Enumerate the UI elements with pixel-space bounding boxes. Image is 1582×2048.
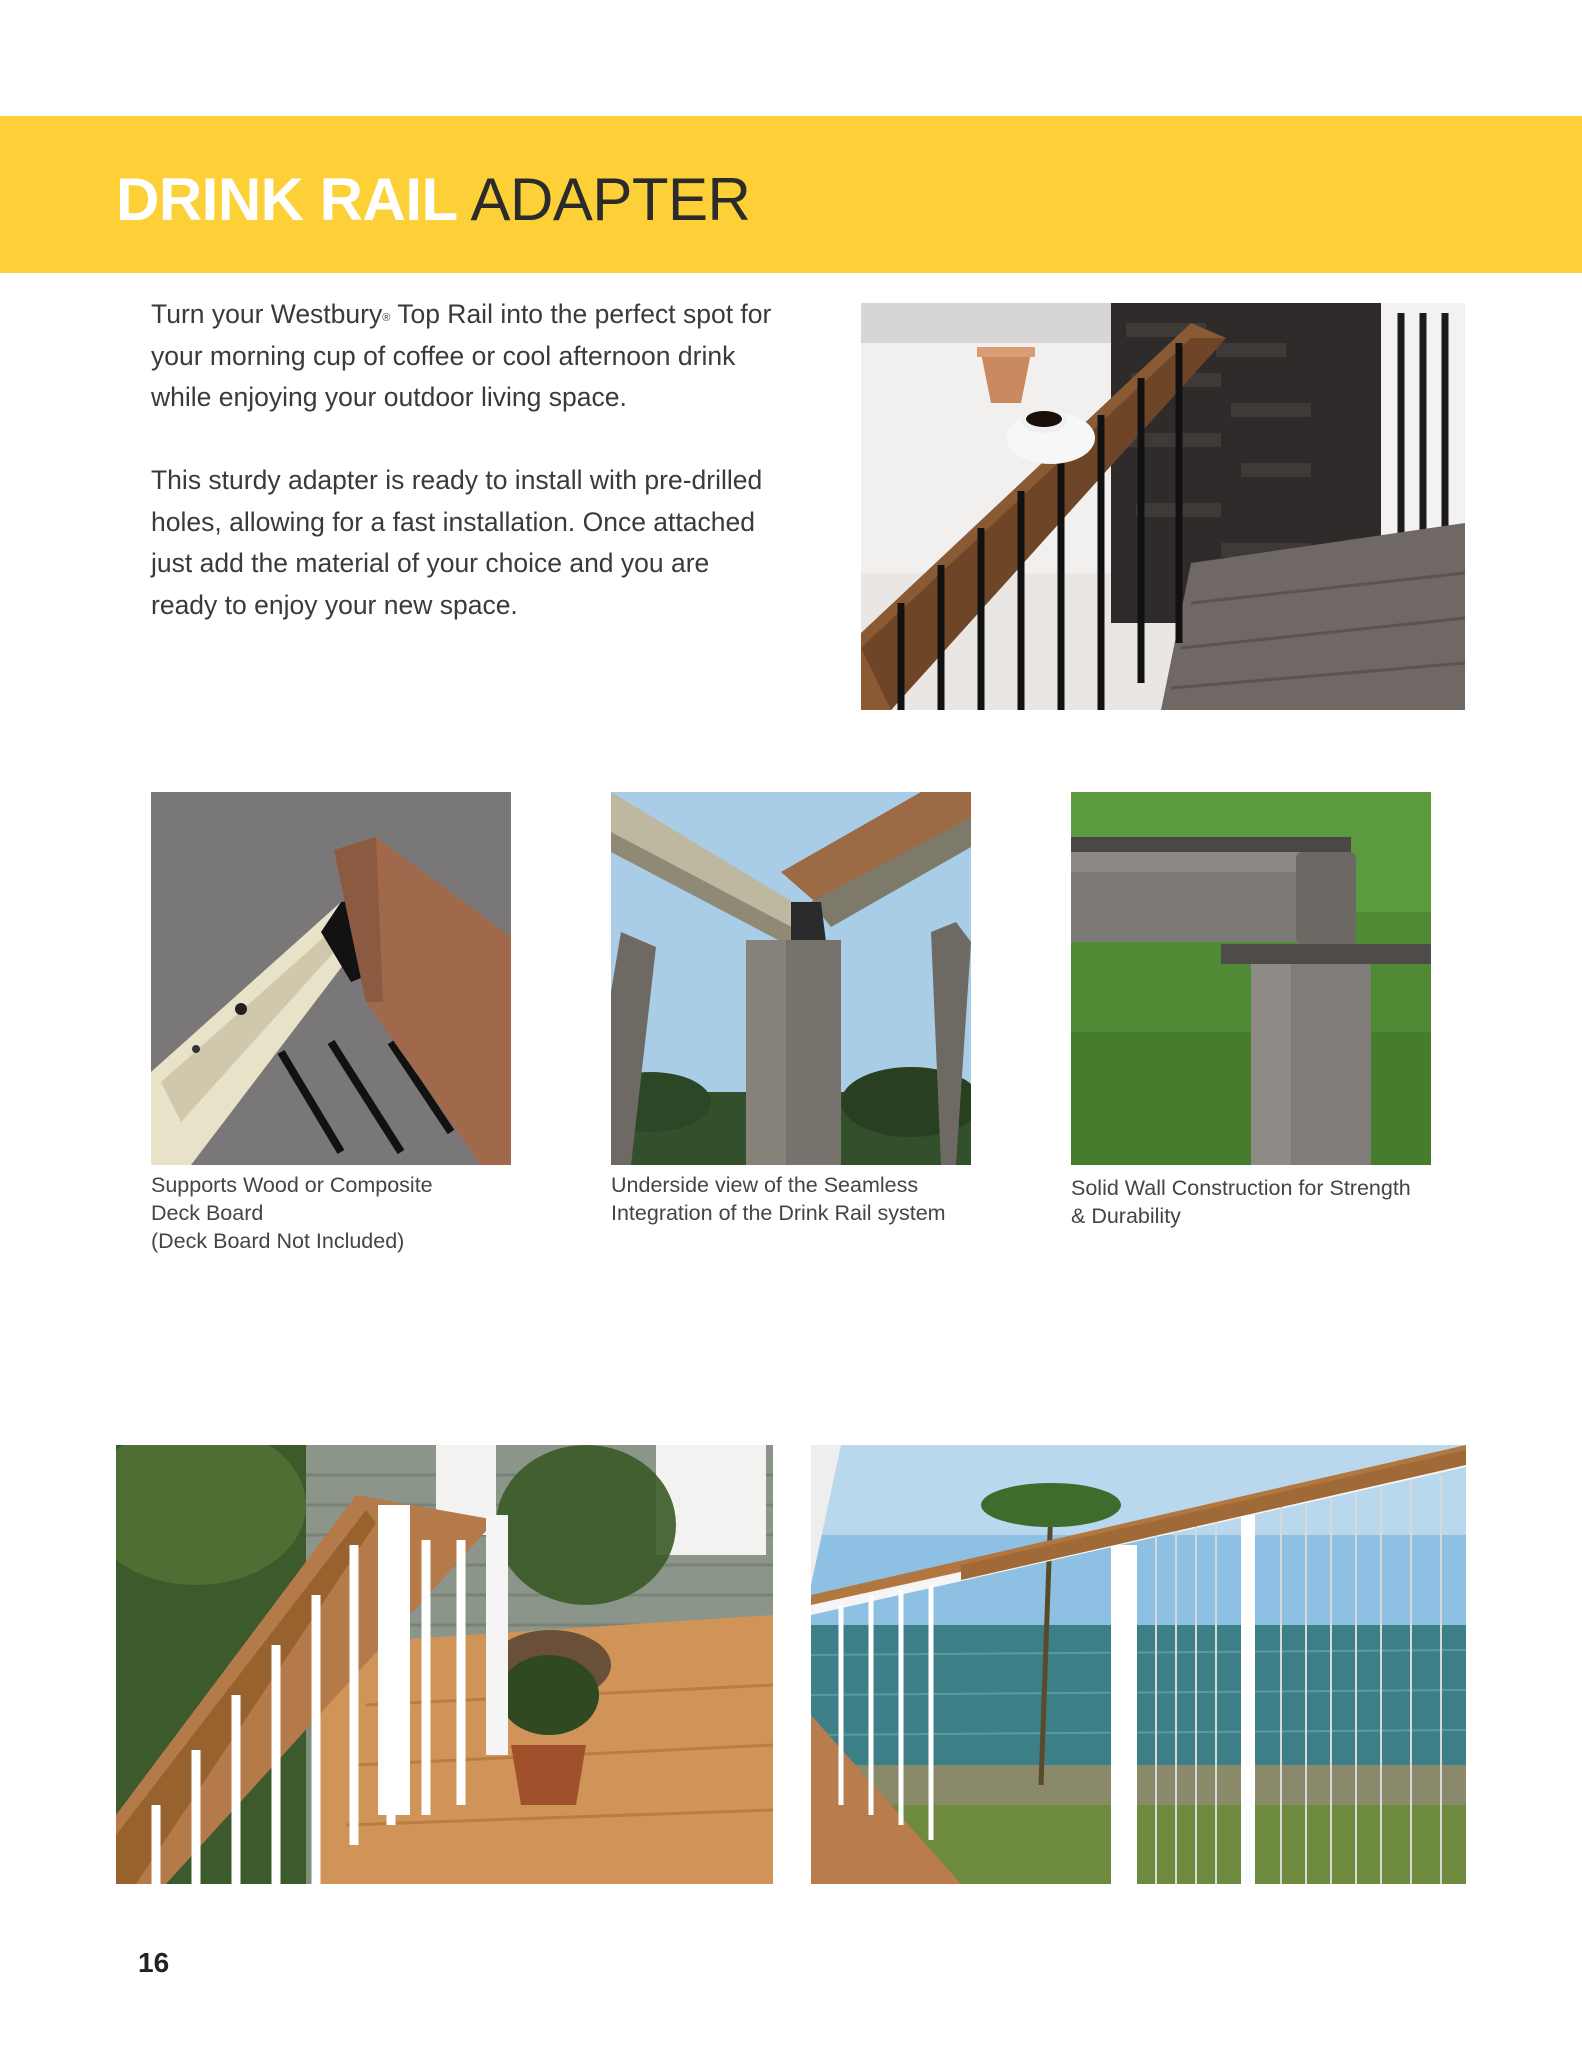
caption-line: & Durability [1071,1204,1181,1228]
caption-line: Solid Wall Construction for Strength [1071,1176,1411,1200]
caption-line: (Deck Board Not Included) [151,1229,405,1253]
feature-caption-1 [151,1171,531,1255]
feature-caption-2 [611,1171,1011,1227]
title-bold: DRINK RAIL [116,166,458,233]
registered-mark: ® [382,312,391,324]
page-title [116,160,750,240]
feature-photo-solid-wall [1071,792,1431,1165]
caption-line: Supports Wood or Composite [151,1173,433,1197]
caption-line: Underside view of the Seamless [611,1173,919,1197]
caption-line: Deck Board [151,1201,264,1225]
intro-p1-end: Top Rail into the perfect spot for your morning cup of coffee or cool afternoon drink while enjoying your outdoor living space. [151,299,772,412]
gallery-photo-deck-house [116,1445,773,1884]
feature-caption-3 [1071,1174,1471,1230]
intro-paragraph-1 [151,294,781,419]
page-number: 16 [138,1947,170,1978]
feature-photo-deck-board [151,792,511,1165]
caption-line: Integration of the Drink Rail system [611,1201,946,1225]
intro-paragraph-2: This sturdy adapter is ready to install with pre-drilled holes, allowing for a fast installation. Once attached just add the material of your choice and you are ready to enjoy your new space. [151,465,763,620]
intro-text [151,294,781,668]
hero-photo-coffee-rail [861,303,1465,710]
feature-photo-underside [611,792,971,1165]
gallery-photo-waterfront [811,1445,1466,1884]
title-light: ADAPTER [470,166,751,233]
intro-p1-start: Turn your Westbury [151,299,383,329]
